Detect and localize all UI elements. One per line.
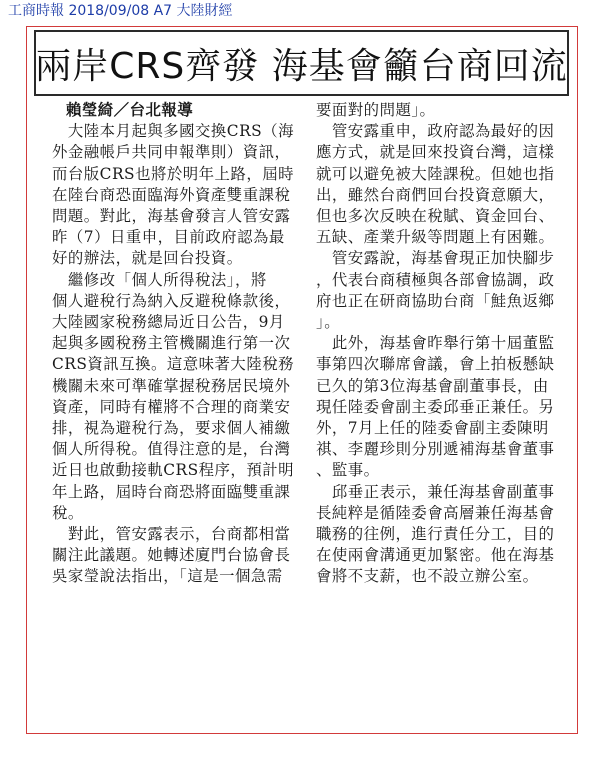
article-column-left xyxy=(52,100,314,588)
paragraph: 要面對的問題」。 xyxy=(316,101,436,119)
paragraph: 大陸本月起與多國交換CRS（海 外金融帳戶共同申報準則）資訊， 而台版CRS也將於明年上路，屆時 在陸台商恐面臨海外資產雙重課稅 問題。對此，海基會發言人管安露 昨（7）日重申，目前政府認為最 好的辦法，就是回台投資。 xyxy=(52,122,294,268)
source-date: 2018/09/08 xyxy=(68,3,150,19)
article-headline: 兩岸CRS齊發 海基會籲台商回流 xyxy=(34,30,569,96)
source-line xyxy=(8,0,233,22)
paragraph: 此外，海基會昨舉行第十屆董監 事第四次聯席會議，會上拍板懸缺 已久的第3位海基會副董事長，由 現任陸委會副主委邱垂正兼任。另 外，7月上任的陸委會副主委陳明 祺、李麗珍則分別遞補海基會董事 、監事。 xyxy=(316,334,555,480)
source-page: A7 xyxy=(153,3,173,19)
paragraph: 管安露重申，政府認為最好的因 應方式，就是回來投資台灣，這樣 就可以避免被大陸課稅。但她也指 出，雖然台商們回台投資意願大， 但也多次反映在稅賦、資金回台、 五缺、產業升級等問題上有困難。 xyxy=(316,122,555,247)
byline: 賴瑩綺／台北報導 xyxy=(66,101,194,119)
source-section: 大陸財經 xyxy=(176,3,233,19)
paragraph: 繼修改「個人所得稅法」，將 個人避稅行為納入反避稅條款後， 大陸國家稅務總局近日公告，9月 起與多國稅務主管機關進行第一次 CRS資訊互換。這意味著大陸稅務 機關未來可準確掌握稅務居民境外 資產，同時有權將不合理的商業安 排，視為避稅行為，要求個人補繳 個人所得稅。值得注意的是，台灣 近日也啟動接軌CRS程序，預計明 年上路，屆時台商恐將面臨雙重課 稅。 xyxy=(52,270,294,522)
paragraph: 邱垂正表示，兼任海基會副董事 長純粹是循陸委會高層兼任海基會 職務的往例，進行責任分工，目的 在使兩會溝通更加緊密。他在海基 會將不支薪，也不設立辦公室。 xyxy=(316,482,555,586)
source-paper: 工商時報 xyxy=(8,3,64,19)
paragraph: 管安露說，海基會現正加快腳步 ，代表台商積極與各部會協調，政 府也正在研商協助台商「鮭魚返鄉 」。 xyxy=(316,249,555,332)
article-column-right xyxy=(316,100,578,588)
paragraph: 對此，管安露表示，台商都相當 關注此議題。她轉述廈門台協會長 吳家瑩說法指出，「這是一個急需 xyxy=(52,525,291,586)
